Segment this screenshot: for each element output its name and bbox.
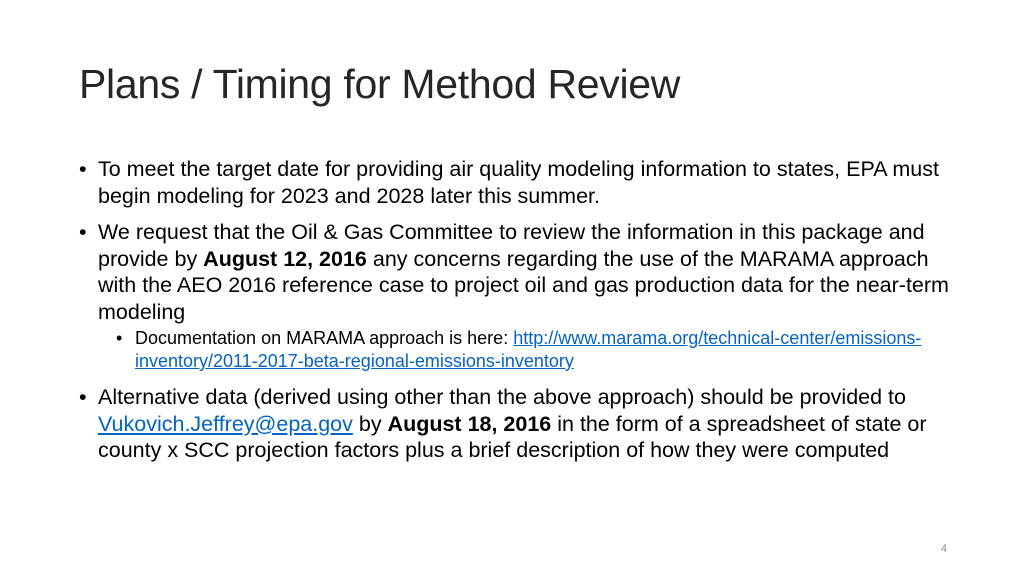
bullet-marker: •	[79, 220, 87, 244]
bullet-target-date	[79, 156, 959, 209]
bullet-marker: •	[116, 328, 123, 348]
bullet-text-continued: in the form of a spreadsheet of state or county x SCC projection factors plus a brief description of how they were computed	[98, 411, 927, 462]
slide-title: Plans / Timing for Method Review	[79, 61, 681, 107]
marama-documentation-link[interactable]: http://www.marama.org/technical-center/emissions-inventory/2011-2017-beta-regional-emissions-inventory	[135, 328, 922, 371]
bullet-text-by: by	[352, 411, 388, 436]
sub-bullet-text: Documentation on MARAMA approach is here:	[135, 328, 514, 348]
bullet-marker: •	[79, 385, 87, 409]
bullet-marker: •	[79, 157, 87, 181]
deadline-date: August 12, 2016	[203, 246, 367, 271]
bullet-review-request	[79, 219, 959, 325]
deadline-date: August 18, 2016	[387, 411, 552, 436]
bullet-text: We request that the Oil & Gas Committee to review the information in this package and provide by	[98, 220, 925, 271]
sub-bullet-documentation	[116, 327, 959, 373]
bullet-alternative-data	[79, 384, 959, 464]
email-link[interactable]: Vukovich.Jeffrey@epa.gov	[98, 411, 353, 436]
page-number: 4	[940, 543, 947, 555]
bullet-text: To meet the target date for providing air quality modeling information to states, EPA must begin modeling for 2023 and 2028 later this summer.	[98, 157, 939, 208]
bullet-text: Alternative data (derived using other than the above approach) should be provided to	[98, 385, 906, 409]
bullet-text-continued: any concerns regarding the use of the MARAMA approach with the AEO 2016 reference case to project oil and gas production data for the near-term modeling	[98, 246, 949, 324]
bullet-list	[79, 156, 959, 474]
